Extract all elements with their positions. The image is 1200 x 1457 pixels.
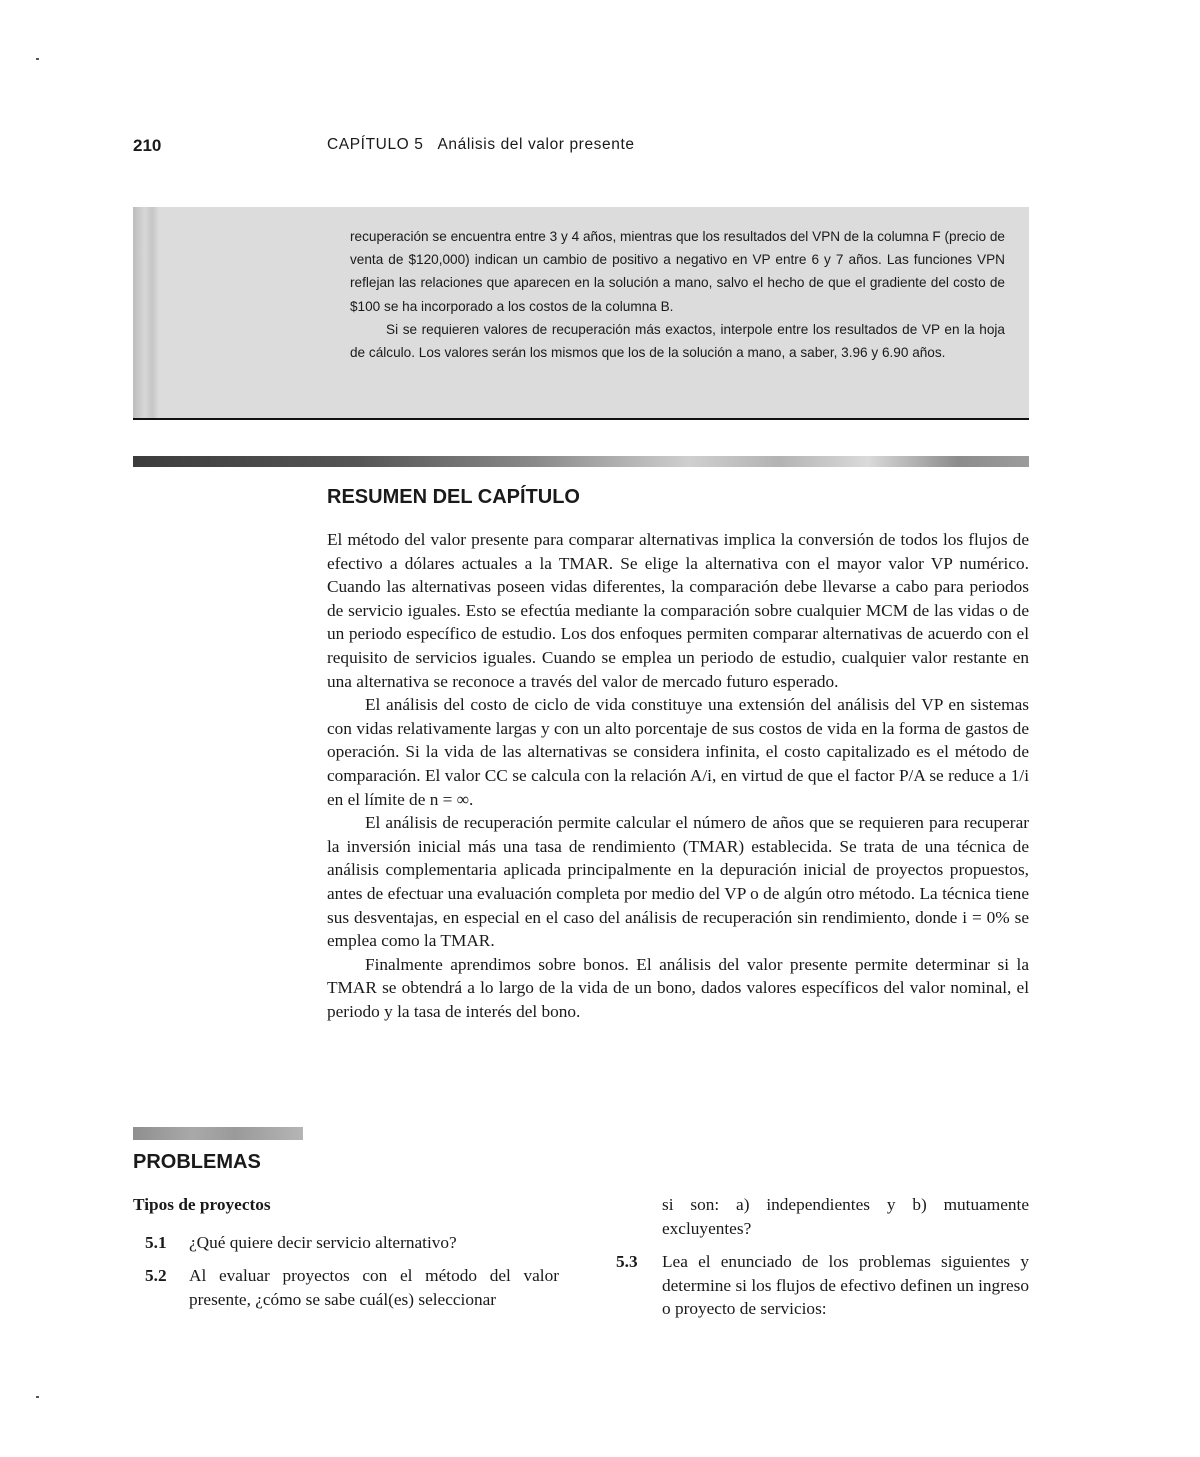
problem-number: 5.2 [145, 1266, 167, 1286]
problems-divider-bar [133, 1127, 303, 1140]
chapter-summary [327, 528, 1029, 1023]
summary-paragraph: Finalmente aprendimos sobre bonos. El análisis del valor presente permite determinar si la TMAR se obtendrá a lo largo de la vida de un bono, dados valores específicos del valor nominal, el periodo y la tasa de interés del bono. [327, 954, 1029, 1021]
box-edge-texture [133, 207, 159, 418]
example-paragraph: Si se requieren valores de recuperación más exactos, interpole entre los resultados de VP en la hoja de cálculo. Los valores serán los mismos que los de la solución a mano, a saber, 3.96 y 6.90 años. [350, 321, 1005, 361]
crop-mark-bottom [36, 1396, 39, 1398]
problem-number: 5.1 [145, 1232, 167, 1252]
problem-5-2 [133, 1264, 559, 1311]
summary-paragraph: El análisis del costo de ciclo de vida constituye una extensión del análisis del VP en sistemas con vidas relativamente largas y con un alto porcentaje de sus costos de vida en la forma de gastos de operación. Si la vida de las alternativas se considera infinita, el costo capitalizado es el método de comparación. El valor CC se calcula con la relación A/i, en virtud de que el factor P/A se reduce a 1/i en el límite de n = ∞. [327, 695, 1029, 809]
problem-5-3 [616, 1250, 1029, 1321]
problems-subheading: Tipos de proyectos [133, 1195, 271, 1214]
summary-paragraph: El análisis de recuperación permite calcular el número de años que se requieren para recuperar la inversión inicial más una tasa de rendimiento (TMAR) establecida. Se trata de una técnica de análisis complementaria aplicada principalmente en la depuración inicial de proyectos propuestos, antes de efectuar una evaluación completa por medio del VP o de algún otro método. La técnica tiene sus desventajas, en especial en el caso del análisis de recuperación sin rendimiento, donde i = 0% se emplea como la TMAR. [327, 813, 1029, 951]
page-number: 210 [133, 136, 162, 155]
problems-column-right [616, 1193, 1029, 1331]
example-text [350, 225, 1005, 364]
chapter-title: Análisis del valor presente [437, 136, 635, 153]
problem-number: 5.3 [616, 1252, 638, 1272]
problem-5-1 [133, 1231, 559, 1255]
problem-text: ¿Qué quiere decir servicio alternativo? [189, 1232, 457, 1252]
problems-column-left [133, 1193, 559, 1321]
problem-5-2-continuation: si son: a) independientes y b) mutuamente excluyentes? [662, 1195, 1029, 1238]
crop-mark-top [36, 58, 39, 60]
summary-paragraph: El método del valor presente para comparar alternativas implica la conversión de todos los flujos de efectivo a dólares actuales a la TMAR. Se elige la alternativa con el mayor valor VP numérico. Cuando las alternativas poseen vidas diferentes, la comparación debe llevarse a cabo para periodos de servicio iguales. Esto se efectúa mediante la comparación sobre cualquier MCM de las vidas o de un periodo específico de estudio. Los dos enfoques permiten comparar alternativas de acuerdo con el requisito de servicios iguales. Cuando se emplea un periodo de estudio, cualquier valor restante en una alternativa se reconoce a través del valor de mercado futuro esperado. [327, 530, 1029, 691]
running-head [133, 136, 1029, 160]
chapter-number: CAPÍTULO 5 [327, 136, 424, 153]
chapter-label [327, 136, 635, 154]
summary-heading: RESUMEN DEL CAPÍTULO [327, 486, 580, 508]
problem-text: Al evaluar proyectos con el método del valor presente, ¿cómo se sabe cuál(es) seleccionar [189, 1266, 559, 1309]
example-continuation-box [133, 207, 1029, 420]
problem-text: Lea el enunciado de los problemas siguientes y determine si los flujos de efectivo definen un ingreso o proyecto de servicios: [662, 1252, 1029, 1319]
problems-heading: PROBLEMAS [133, 1151, 261, 1173]
section-divider-bar [133, 456, 1029, 467]
example-paragraph: recuperación se encuentra entre 3 y 4 años, mientras que los resultados del VPN de la columna F (precio de venta de $120,000) indican un cambio de positivo a negativo en VP entre 6 y 7 años. Las funciones VPN reflejan las relaciones que aparecen en la solución a mano, salvo el hecho de que el gradiente del costo de $100 se ha incorporado a los costos de la columna B. [350, 229, 1005, 314]
